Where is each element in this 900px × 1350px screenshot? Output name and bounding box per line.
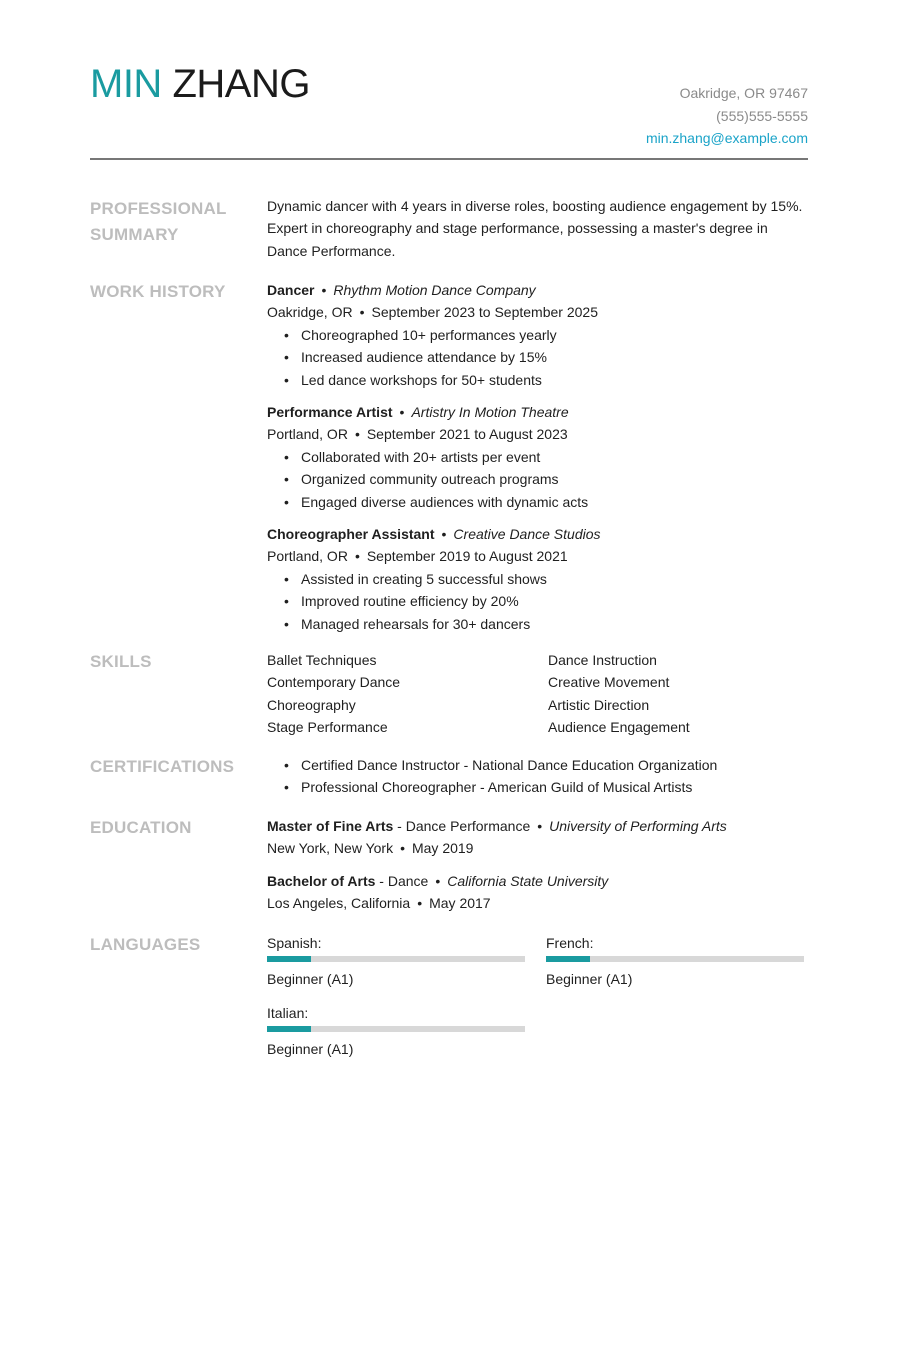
job-location: Oakridge, OR <box>267 304 353 321</box>
language-name: French: <box>546 935 594 951</box>
skill-item: Dance Instruction <box>548 652 657 668</box>
job-bullet: • Increased audience attendance by 15% <box>301 346 808 368</box>
job-title: Choreographer Assistant <box>267 526 435 543</box>
language-name: Spanish: <box>267 935 322 951</box>
job-location: Portland, OR <box>267 426 348 443</box>
phone: (555)555-5555 <box>716 107 808 124</box>
education-entry: Bachelor of Arts - Dance • California State University Los Angeles, California • May 2017 <box>267 872 609 912</box>
job-bullet: • Collaborated with 20+ artists per event <box>301 446 808 468</box>
skill-item: Contemporary Dance <box>267 674 401 691</box>
school: California State University <box>447 872 609 889</box>
skill-item: Audience Engagement <box>548 719 690 736</box>
contact-block <box>646 82 808 150</box>
section-label-summary: PROFESSIONAL SUMMARY <box>90 199 227 244</box>
education-list <box>267 815 808 925</box>
job-bullet: • Managed rehearsals for 30+ dancers <box>301 613 808 635</box>
section-label-education: EDUCATION <box>90 818 192 837</box>
first-name: MIN <box>90 62 162 106</box>
section-label-languages: LANGUAGES <box>90 935 201 954</box>
job-bullet: • Assisted in creating 5 successful shows <box>301 568 808 590</box>
languages-grid <box>267 932 808 1060</box>
language-proficiency-fill <box>546 956 590 962</box>
degree: Master of Fine Arts <box>267 818 394 834</box>
edu-date: May 2017 <box>429 895 491 912</box>
summary-text: Dynamic dancer with 4 years in diverse roles, boosting audience engagement by 15%. Expert in choreography and stage performance, possessing a master's degree in Dance Performance. <box>267 198 803 259</box>
job-org: Rhythm Motion Dance Company <box>333 282 536 298</box>
job-bullets <box>267 324 808 391</box>
job-org: Artistry In Motion Theatre <box>411 404 569 421</box>
job-dates: September 2021 to August 2023 <box>366 426 568 443</box>
skill-item: Stage Performance <box>267 719 388 736</box>
job-bullet: • Led dance workshops for 50+ students <box>301 369 808 391</box>
school: University of Performing Arts <box>549 818 727 834</box>
certifications-list <box>267 754 808 799</box>
job-bullet: • Engaged diverse audiences with dynamic acts <box>301 491 808 513</box>
edu-date: May 2019 <box>411 840 474 857</box>
job-org: Creative Dance Studios <box>453 526 601 543</box>
skill-item: Ballet Techniques <box>267 652 377 668</box>
language-entry <box>546 932 808 990</box>
job-title: Dancer <box>267 282 315 298</box>
language-proficiency-bar <box>267 1026 525 1032</box>
skill-item: Artistic Direction <box>548 696 650 713</box>
section-label-skills: SKILLS <box>90 652 152 671</box>
language-proficiency-fill <box>267 956 311 962</box>
last-name: ZHANG <box>172 62 310 106</box>
job-bullets <box>267 446 808 513</box>
job-bullet: • Organized community outreach programs <box>301 468 808 490</box>
job-bullets <box>267 568 808 635</box>
certification-item: • Professional Choreographer - American Guild of Musical Artists <box>301 776 808 798</box>
skill-item: Creative Movement <box>548 674 670 691</box>
edu-location: New York, New York <box>267 840 394 857</box>
address: Oakridge, OR 97467 <box>679 85 808 101</box>
language-proficiency-fill <box>267 1026 311 1032</box>
certification-item: • Certified Dance Instructor - National Dance Education Organization <box>301 754 808 776</box>
edu-location: Los Angeles, California <box>267 895 411 912</box>
section-label-certifications: CERTIFICATIONS <box>90 757 235 776</box>
job-entry: Performance Artist • Artistry In Motion Theatre Portland, OR • September 2021 to August 2023 • Collaborated with 20+ artists per event • Organized community outreach programs • Engaged diverse audiences with dynamic acts <box>267 401 808 513</box>
job-location: Portland, OR <box>267 548 348 565</box>
field: Dance Performance <box>405 818 531 834</box>
language-name: Italian: <box>267 1005 309 1021</box>
language-entry <box>267 1002 546 1060</box>
language-level: Beginner (A1) <box>267 1041 354 1057</box>
field: Dance <box>387 872 429 889</box>
language-level: Beginner (A1) <box>546 971 633 987</box>
skills-grid <box>267 649 808 739</box>
skill-item: Choreography <box>267 696 356 713</box>
language-level: Beginner (A1) <box>267 971 354 987</box>
job-entry: Dancer • Rhythm Motion Dance Company Oakridge, OR • September 2023 to September 2025 • Choreographed 10+ performances yearly • Increased audience attendance by 15% • Led dance workshops for 50+ students <box>267 279 808 391</box>
section-label-work: WORK HISTORY <box>90 282 226 301</box>
language-entry <box>267 932 546 990</box>
job-bullet: • Improved routine efficiency by 20% <box>301 590 808 612</box>
candidate-name <box>90 62 310 107</box>
job-dates: September 2019 to August 2021 <box>366 548 568 565</box>
job-title: Performance Artist <box>267 404 393 421</box>
header-divider <box>90 158 808 160</box>
job-dates: September 2023 to September 2025 <box>371 304 598 321</box>
language-proficiency-bar <box>546 956 804 962</box>
education-entry: Master of Fine Arts - Dance Performance • University of Performing Arts New York, New York • May 2019 <box>267 818 727 857</box>
job-entry: Choreographer Assistant • Creative Dance Studios Portland, OR • September 2019 to August 2021 • Assisted in creating 5 successful shows • Improved routine efficiency by 20% • Managed rehearsals for 30+ dancers <box>267 523 808 635</box>
job-bullet: • Choreographed 10+ performances yearly <box>301 324 808 346</box>
degree: Bachelor of Arts <box>267 872 376 889</box>
work-list <box>267 279 808 645</box>
email-link[interactable]: min.zhang@example.com <box>645 130 808 146</box>
language-proficiency-bar <box>267 956 525 962</box>
